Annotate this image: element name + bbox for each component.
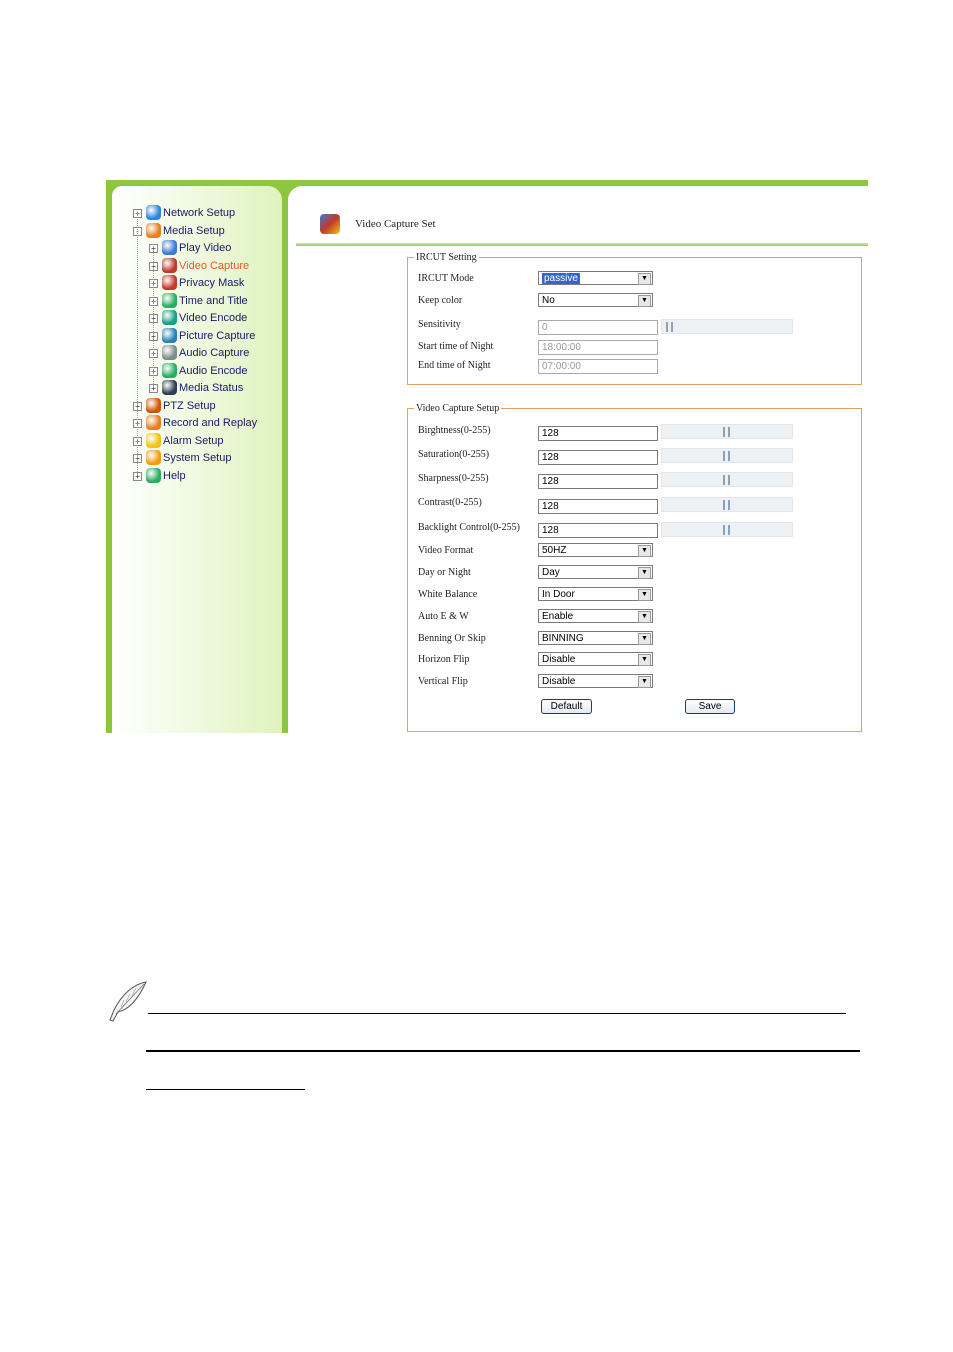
end-time-input[interactable]: 07:00:00 — [538, 359, 658, 374]
expand-icon[interactable]: + — [133, 402, 142, 411]
expand-icon[interactable]: + — [149, 314, 158, 323]
expand-icon[interactable]: + — [149, 279, 158, 288]
sidebar-item-label: PTZ Setup — [163, 399, 216, 412]
video-capture-icon — [162, 258, 177, 273]
keep-color-select[interactable] — [538, 293, 653, 307]
sidebar — [106, 186, 288, 733]
sidebar-item-label: Media Setup — [163, 224, 225, 237]
binning-value: BINNING — [542, 633, 584, 644]
auto-ew-select[interactable] — [538, 609, 653, 623]
picture-capture-icon — [162, 328, 177, 343]
alarm-icon — [146, 433, 161, 448]
dropdown-arrow-icon[interactable]: ▼ — [638, 589, 651, 601]
brightness-slider[interactable] — [661, 424, 793, 439]
sharpness-slider[interactable] — [661, 472, 793, 487]
vertical-flip-value: Disable — [542, 676, 576, 687]
dropdown-arrow-icon[interactable]: ▼ — [638, 545, 651, 557]
sidebar-item-label: Privacy Mask — [179, 277, 245, 289]
binning-select[interactable] — [538, 631, 653, 645]
backlight-slider-thumb[interactable] — [723, 525, 730, 535]
day-night-value: Day — [542, 567, 560, 578]
expand-icon[interactable]: + — [133, 472, 142, 481]
video-format-select[interactable] — [538, 543, 653, 557]
ircut-mode-label: IRCUT Mode — [418, 273, 474, 284]
sidebar-item-label: Record and Replay — [163, 417, 258, 429]
expand-icon[interactable]: + — [149, 332, 158, 341]
horizon-flip-label: Horizon Flip — [418, 654, 470, 665]
brightness-slider-thumb[interactable] — [723, 427, 730, 437]
backlight-slider[interactable] — [661, 522, 793, 537]
expand-icon[interactable]: + — [133, 209, 142, 218]
white-balance-select[interactable] — [538, 587, 653, 601]
note-rule-1 — [148, 1013, 846, 1014]
globe-icon — [146, 205, 161, 220]
record-icon — [146, 415, 161, 430]
sidebar-item-label: Help — [163, 469, 186, 482]
capture-legend: Video Capture Setup — [416, 403, 500, 414]
brightness-input[interactable]: 128 — [538, 426, 658, 441]
dropdown-arrow-icon[interactable]: ▼ — [638, 654, 651, 666]
dropdown-arrow-icon[interactable]: ▼ — [638, 567, 651, 579]
audio-encode-icon — [162, 363, 177, 378]
white-balance-label: White Balance — [418, 589, 478, 600]
dropdown-arrow-icon[interactable]: ▼ — [638, 633, 651, 645]
expand-icon[interactable]: + — [149, 367, 158, 376]
tree-line — [137, 212, 138, 474]
media-status-icon — [162, 380, 177, 395]
sharpness-slider-thumb[interactable] — [723, 475, 730, 485]
backlight-input[interactable]: 128 — [538, 523, 658, 538]
media-icon — [146, 223, 161, 238]
expand-icon[interactable]: + — [149, 349, 158, 358]
sharpness-label: Sharpness(0-255) — [418, 473, 489, 484]
expand-icon[interactable]: + — [133, 454, 142, 463]
sidebar-item-label: Media Status — [179, 382, 244, 394]
contrast-slider-thumb[interactable] — [723, 500, 730, 510]
sidebar-panel — [112, 186, 282, 733]
vertical-flip-label: Vertical Flip — [418, 676, 468, 687]
expand-icon[interactable]: + — [133, 437, 142, 446]
dropdown-arrow-icon[interactable]: ▼ — [638, 676, 651, 688]
play-video-icon — [162, 240, 177, 255]
keep-color-label: Keep color — [418, 295, 463, 306]
horizon-flip-select[interactable] — [538, 652, 653, 666]
sharpness-input[interactable]: 128 — [538, 474, 658, 489]
note-rule-2 — [146, 1050, 860, 1052]
video-format-value: 50HZ — [542, 545, 567, 556]
sidebar-item-label: Time and Title — [179, 294, 248, 307]
video-format-label: Video Format — [418, 545, 474, 556]
default-button[interactable]: Default — [541, 699, 592, 714]
contrast-input[interactable]: 128 — [538, 499, 658, 514]
keep-color-value: No — [542, 295, 555, 306]
sensitivity-label: Sensitivity — [418, 319, 461, 330]
screenshot-frame — [106, 180, 868, 733]
time-title-icon — [162, 293, 177, 308]
vertical-flip-select[interactable] — [538, 674, 653, 688]
privacy-mask-icon — [162, 275, 177, 290]
auto-ew-value: Enable — [542, 611, 574, 622]
expand-icon[interactable]: + — [149, 297, 158, 306]
start-time-label: Start time of Night — [418, 341, 494, 352]
sidebar-item-label: Video Capture — [179, 259, 250, 272]
sidebar-item-label: System Setup — [163, 452, 232, 464]
dropdown-arrow-icon[interactable]: ▼ — [638, 611, 651, 623]
saturation-slider[interactable] — [661, 448, 793, 463]
title-divider — [296, 243, 868, 246]
contrast-slider[interactable] — [661, 497, 793, 512]
auto-ew-label: Auto E & W — [418, 611, 469, 622]
sidebar-item-label: Picture Capture — [179, 329, 256, 342]
sidebar-item-label: Alarm Setup — [163, 434, 224, 447]
horizon-flip-value: Disable — [542, 654, 576, 665]
white-balance-value: In Door — [542, 589, 575, 600]
expand-icon[interactable]: + — [133, 419, 142, 428]
ircut-mode-value: passive — [544, 273, 578, 284]
contrast-label: Contrast(0-255) — [418, 497, 482, 508]
end-time-label: End time of Night — [418, 360, 491, 371]
ircut-mode-select[interactable] — [538, 271, 653, 285]
help-icon — [146, 468, 161, 483]
expand-icon[interactable]: + — [149, 262, 158, 271]
page-title: Video Capture Set — [355, 218, 436, 230]
start-time-input[interactable]: 18:00:00 — [538, 340, 658, 355]
day-night-select[interactable] — [538, 565, 653, 579]
saturation-label: Saturation(0-255) — [418, 449, 490, 460]
backlight-label: Backlight Control(0-255) — [418, 522, 520, 533]
brightness-label: Birghtness(0-255) — [418, 425, 491, 436]
sidebar-item-label: Video Encode — [179, 312, 248, 324]
save-button[interactable]: Save — [685, 699, 735, 714]
sidebar-item-label: Audio Encode — [179, 364, 248, 377]
sidebar-item-label: Play Video — [179, 242, 232, 254]
sensitivity-input[interactable]: 0 — [538, 320, 658, 335]
ircut-legend: IRCUT Setting — [416, 252, 477, 263]
system-icon — [146, 450, 161, 465]
sidebar-item-label: Audio Capture — [179, 347, 250, 359]
expand-icon[interactable]: + — [149, 384, 158, 393]
dropdown-arrow-icon[interactable]: ▼ — [638, 273, 651, 285]
expand-icon[interactable]: + — [149, 244, 158, 253]
audio-capture-icon — [162, 345, 177, 360]
note-rule-3 — [146, 1089, 305, 1090]
saturation-input[interactable]: 128 — [538, 450, 658, 465]
video-capture-title-icon — [320, 214, 340, 234]
video-encode-icon — [162, 310, 177, 325]
sidebar-item-label: Network Setup — [163, 207, 236, 219]
tree-line — [153, 246, 154, 386]
collapse-icon[interactable]: - — [133, 227, 142, 236]
saturation-slider-thumb[interactable] — [723, 451, 730, 461]
day-night-label: Day or Night — [418, 567, 471, 578]
note-feather-icon — [106, 980, 148, 1024]
sensitivity-slider[interactable] — [661, 319, 793, 334]
dropdown-arrow-icon[interactable]: ▼ — [638, 295, 651, 307]
ptz-icon — [146, 398, 161, 413]
binning-label: Benning Or Skip — [418, 633, 486, 644]
sensitivity-slider-thumb[interactable] — [666, 322, 673, 332]
